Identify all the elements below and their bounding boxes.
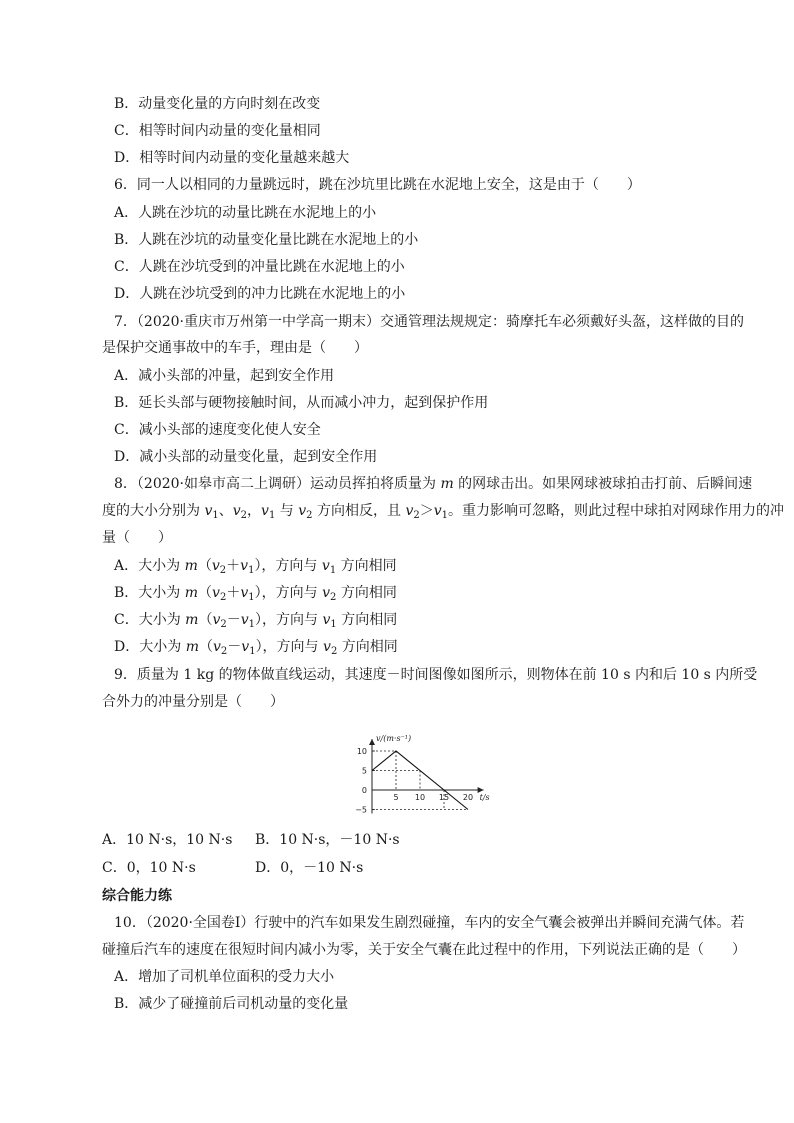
x-axis-label: t/s bbox=[479, 793, 490, 802]
q9-option-c: C．0，10 N·s bbox=[102, 860, 196, 876]
q7-option-a: A．减小头部的冲量，起到安全作用 bbox=[114, 368, 335, 384]
q6-option-a: A．人跳在沙坑的动量比跳在水泥地上的小 bbox=[114, 205, 377, 221]
q8-var-v: v bbox=[322, 585, 330, 601]
q8-var-v: v bbox=[298, 503, 307, 519]
q7-stem-line1: 7．（2020·重庆市万州第一中学高一期末）交通管理法规规定：骑摩托车必须戴好头盔，这样做的目的 bbox=[114, 314, 744, 330]
q9-stem-line2: 合外力的冲量分别是（ ） bbox=[102, 694, 284, 710]
q8-opt-text: 方向相同 bbox=[337, 639, 398, 655]
x-tick-label: 20 bbox=[462, 793, 474, 802]
q8-opt-text: ），方向与 bbox=[254, 558, 322, 574]
q10-stem-line1: 10．（2020·全国卷Ⅰ）行驶中的汽车如果发生剧烈碰撞，车内的安全气囊会被弹出并瞬间充满气体。若 bbox=[114, 915, 745, 931]
q8-var-v: v bbox=[232, 503, 241, 519]
q7-option-d: D．减小头部的动量变化量，起到安全作用 bbox=[114, 449, 378, 465]
q8-sub: 1 bbox=[329, 565, 337, 576]
q8-sub: 1 bbox=[249, 646, 256, 657]
q8-var-v: v bbox=[240, 558, 249, 574]
q8-stem-text: 的网球击出。如果网球被球拍击打前、后瞬间速 bbox=[453, 476, 753, 492]
q8-stem-line1 bbox=[114, 474, 752, 494]
q8-sub: 2 bbox=[220, 646, 228, 657]
q8-var-m: m bbox=[440, 476, 454, 492]
q8-opt-text: （ bbox=[198, 639, 213, 655]
q8-var-v: v bbox=[261, 503, 269, 519]
q8-opt-text: （ bbox=[198, 612, 213, 628]
q8-sub: 2 bbox=[306, 510, 313, 521]
q8-opt-text: ），方向与 bbox=[254, 585, 323, 601]
x-tick-label: 15 bbox=[438, 793, 450, 802]
q7-stem-line2: 是保护交通事故中的车手，理由是（ ） bbox=[102, 340, 368, 356]
q10-option-a: A．增加了司机单位面积的受力大小 bbox=[114, 969, 335, 985]
q9-stem-line1: 9．质量为 1 kg 的物体做直线运动，其速度－时间图像如图所示，则物体在前 10 s 内和后 10 s 内所受 bbox=[114, 667, 758, 683]
y-axis-label: v/(m·s⁻¹) bbox=[376, 734, 412, 743]
q8-sub: 2 bbox=[219, 592, 227, 603]
x-tick-label: 10 bbox=[414, 793, 426, 802]
q8-var-m: m bbox=[185, 639, 199, 655]
q8-opt-text: （ bbox=[197, 558, 212, 574]
q7-option-b: B．延长头部与硬物接触时间，从而减小冲力，起到保护作用 bbox=[114, 395, 489, 411]
q8-stem-line2: 度的大小分别为 $v_1$、$v_2$，$v_1$ 与 $v_2$ 方向相反，且 $v_2>v_1$。重力影响可忽略，则此过程中球拍对网球作用力的冲 bbox=[102, 503, 785, 521]
q8-opt-text: ＋ bbox=[226, 558, 241, 574]
q8-opt-text: － bbox=[227, 639, 242, 655]
q8-stem-text: 度的大小分别为 bbox=[102, 503, 205, 519]
y-tick-label: 0 bbox=[361, 786, 367, 795]
q7-option-c: C．减小头部的速度变化使人安全 bbox=[114, 422, 321, 438]
y-axis-arrow bbox=[369, 739, 375, 745]
q8-stem-line3: 量（ ） bbox=[102, 530, 172, 546]
q9-option-d: D．0，－10 N·s bbox=[255, 860, 364, 876]
q8-opt-text: － bbox=[226, 612, 241, 628]
q6-option-b: B．人跳在沙坑的动量变化量比跳在水泥地上的小 bbox=[114, 232, 419, 248]
y-tick-label: 5 bbox=[361, 766, 367, 776]
q8-opt-text: ），方向与 bbox=[255, 639, 324, 655]
q8-var-v: v bbox=[322, 612, 331, 628]
q8-var-m: m bbox=[184, 558, 198, 574]
q8-opt-text: 方向相同 bbox=[336, 585, 397, 601]
q8-var-v: v bbox=[240, 585, 249, 601]
q8-sub: 1 bbox=[248, 592, 255, 603]
q8-stem-text: 8．（2020·如皋市高二上调研）运动员挥拍将质量为 bbox=[114, 476, 441, 492]
q8-sub: 1 bbox=[212, 510, 219, 521]
q8-var-v: v bbox=[321, 558, 330, 574]
q6-stem: 6．同一人以相同的力量跳远时，跳在沙坑里比跳在水泥地上安全，这是由于（ ） bbox=[114, 177, 641, 193]
q8-opt-text: B．大小为 bbox=[114, 585, 185, 601]
q8-sub: 1 bbox=[248, 619, 256, 630]
q8-stem-text: 方向相反，且 bbox=[312, 503, 406, 519]
q8-opt-text: ），方向与 bbox=[255, 612, 323, 628]
q8-sub: 2 bbox=[240, 510, 248, 521]
q8-var-v: v bbox=[433, 503, 442, 519]
y-tick-label: −5 bbox=[355, 805, 367, 815]
q8-stem-text: ＞ bbox=[419, 503, 434, 519]
q8-var-m: m bbox=[185, 612, 199, 628]
q8-sub: 2 bbox=[220, 619, 227, 630]
q5-option-c: C．相等时间内动量的变化量相同 bbox=[114, 123, 321, 139]
q8-var-v: v bbox=[212, 612, 221, 628]
q8-opt-text: （ bbox=[198, 585, 213, 601]
q8-option-c bbox=[114, 610, 397, 635]
q8-var-v: v bbox=[211, 558, 220, 574]
q8-sub: 2 bbox=[330, 646, 338, 657]
q8-option-a bbox=[114, 556, 397, 581]
q10-option-b: B．减少了碰撞前后司机动量的变化量 bbox=[114, 996, 349, 1012]
q8-opt-text: 方向相同 bbox=[336, 558, 397, 574]
q8-var-v: v bbox=[241, 639, 250, 655]
q9-option-a: A．10 N·s，10 N·s bbox=[102, 832, 233, 848]
q8-opt-text: A．大小为 bbox=[114, 558, 185, 574]
q8-stem-text: 与 bbox=[275, 503, 299, 519]
q8-var-v: v bbox=[323, 639, 331, 655]
q8-sub: 1 bbox=[330, 619, 337, 630]
q8-sub: 1 bbox=[268, 510, 276, 521]
q5-option-b: B．动量变化量的方向时刻在改变 bbox=[114, 96, 321, 112]
q6-option-c: C．人跳在沙坑受到的冲量比跳在水泥地上的小 bbox=[114, 259, 405, 275]
q8-opt-text: ＋ bbox=[226, 585, 241, 601]
q8-opt-text: C．大小为 bbox=[114, 612, 186, 628]
q8-sub: 2 bbox=[413, 510, 420, 521]
y-tick-label: 10 bbox=[356, 747, 367, 756]
q8-var-v: v bbox=[204, 503, 213, 519]
q8-stem-text: 。重力影响可忽略，则此过程中球拍对网球作用力的冲 bbox=[448, 503, 785, 519]
q8-var-v: v bbox=[212, 585, 220, 601]
q8-sub: 1 bbox=[441, 510, 449, 521]
q8-sub: 2 bbox=[330, 592, 337, 603]
q10-stem-line2: 碰撞后汽车的速度在很短时间内减小为零，关于安全气囊在此过程中的作用，下列说法正确的是（ ） bbox=[102, 942, 746, 958]
q8-sub: 1 bbox=[248, 565, 255, 576]
velocity-time-chart bbox=[336, 718, 490, 818]
q8-var-m: m bbox=[184, 585, 199, 601]
q8-var-v: v bbox=[240, 612, 249, 628]
q8-var-v: v bbox=[212, 639, 221, 655]
q8-sub: 2 bbox=[219, 565, 227, 576]
chart-axes bbox=[355, 734, 489, 815]
q9-option-b: B．10 N·s，－10 N·s bbox=[255, 832, 400, 848]
q8-var-v: v bbox=[405, 503, 414, 519]
q8-option-b bbox=[114, 583, 397, 608]
q8-stem-text: ， bbox=[247, 503, 262, 519]
x-tick-label: 5 bbox=[393, 793, 399, 802]
q8-opt-text: 方向相同 bbox=[336, 612, 398, 628]
q6-option-d: D．人跳在沙坑受到的冲力比跳在水泥地上的小 bbox=[114, 286, 406, 302]
q8-option-d bbox=[114, 637, 398, 662]
q8-opt-text: D．大小为 bbox=[114, 639, 186, 655]
q5-option-d: D．相等时间内动量的变化量越来越大 bbox=[114, 150, 350, 166]
section-title: 综合能力练 bbox=[102, 888, 172, 904]
